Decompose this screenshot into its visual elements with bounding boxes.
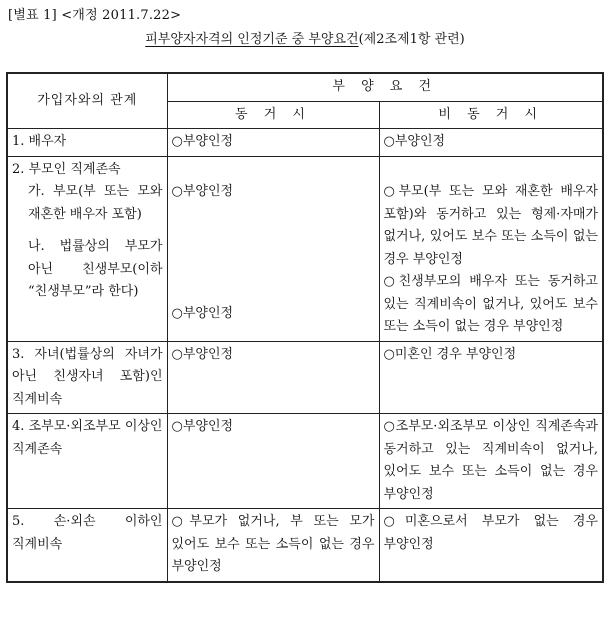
row5-relation: 5. 손·외손 이하인 직계비속 bbox=[7, 509, 167, 582]
table-row bbox=[7, 414, 603, 509]
row4-non-cohabit: ○조부모·외조부모 이상인 직계존속과 동거하고 있는 직계비속이 없거나, 있어도 보수 또는 소득이 없는 경우 부양인정 bbox=[379, 414, 603, 509]
table-row bbox=[7, 509, 603, 582]
row2b-non-cohabit: ○친생부모의 배우자 또는 동거하고 있는 직계비속이 없거나, 있어도 보수 또는 소득이 없는 경우 부양인정 bbox=[383, 274, 598, 334]
row2-relation: 2. 부모인 직계존속 bbox=[12, 161, 121, 177]
row1-non-cohabit: ○부양인정 bbox=[379, 129, 603, 157]
table-row bbox=[7, 341, 603, 414]
support-requirements-table bbox=[6, 72, 604, 583]
row1-cohabit: ○부양인정 bbox=[167, 129, 379, 157]
col-header-non-cohabit: 비 동 거 시 bbox=[379, 101, 603, 129]
row5-cohabit: ○부모가 없거나, 부 또는 모가 있어도 보수 또는 소득이 없는 경우 부양인정 bbox=[167, 509, 379, 582]
table-row bbox=[7, 156, 603, 341]
table-header-row bbox=[7, 73, 603, 101]
col-header-support: 부 양 요 건 bbox=[167, 73, 603, 101]
row3-non-cohabit: ○미혼인 경우 부양인정 bbox=[379, 341, 603, 414]
row2-non-cohabit-cell bbox=[379, 156, 603, 341]
row2b-cohabit: ○부양인정 bbox=[171, 305, 234, 321]
row3-relation: 3. 자녀(법률상의 자녀가 아닌 친생자녀 포함)인 직계비속 bbox=[7, 341, 167, 414]
col-header-cohabit: 동 거 시 bbox=[167, 101, 379, 129]
title-suffix: (제2조제1항 관련) bbox=[358, 32, 465, 47]
title-main: 피부양자자격의 인정기준 중 부양요건 bbox=[145, 32, 359, 47]
row2a-cohabit: ○부양인정 bbox=[171, 184, 234, 199]
row2b-relation: 나. 법률상의 부모가 아닌 친생부모(이하 “친생부모”라 한다) bbox=[28, 239, 163, 299]
row2a-relation: 가. 부모(부 또는 모와 재혼한 배우자 포함) bbox=[28, 184, 163, 222]
revision-note: <개정 2011.7.22> bbox=[61, 8, 182, 23]
col-header-relation: 가입자와의 관계 bbox=[7, 73, 167, 129]
row2a-non-cohabit: ○부모(부 또는 모와 재혼한 배우자 포함)와 동거하고 있는 형제·자매가 없거나, 있어도 보수 또는 소득이 없는 경우 부양인정 bbox=[383, 184, 598, 267]
page-title bbox=[0, 28, 610, 47]
row2-relation-cell bbox=[7, 156, 167, 341]
document-header bbox=[8, 4, 181, 23]
table-label: [별표 1] bbox=[8, 8, 57, 23]
table-row bbox=[7, 129, 603, 157]
row4-cohabit: ○부양인정 bbox=[167, 414, 379, 509]
row3-cohabit: ○부양인정 bbox=[167, 341, 379, 414]
row1-relation: 1. 배우자 bbox=[7, 129, 167, 157]
row4-relation: 4. 조부모·외조부모 이상인 직계존속 bbox=[7, 414, 167, 509]
row2-cohabit-cell bbox=[167, 156, 379, 341]
row5-non-cohabit: ○미혼으로서 부모가 없는 경우 부양인정 bbox=[379, 509, 603, 582]
